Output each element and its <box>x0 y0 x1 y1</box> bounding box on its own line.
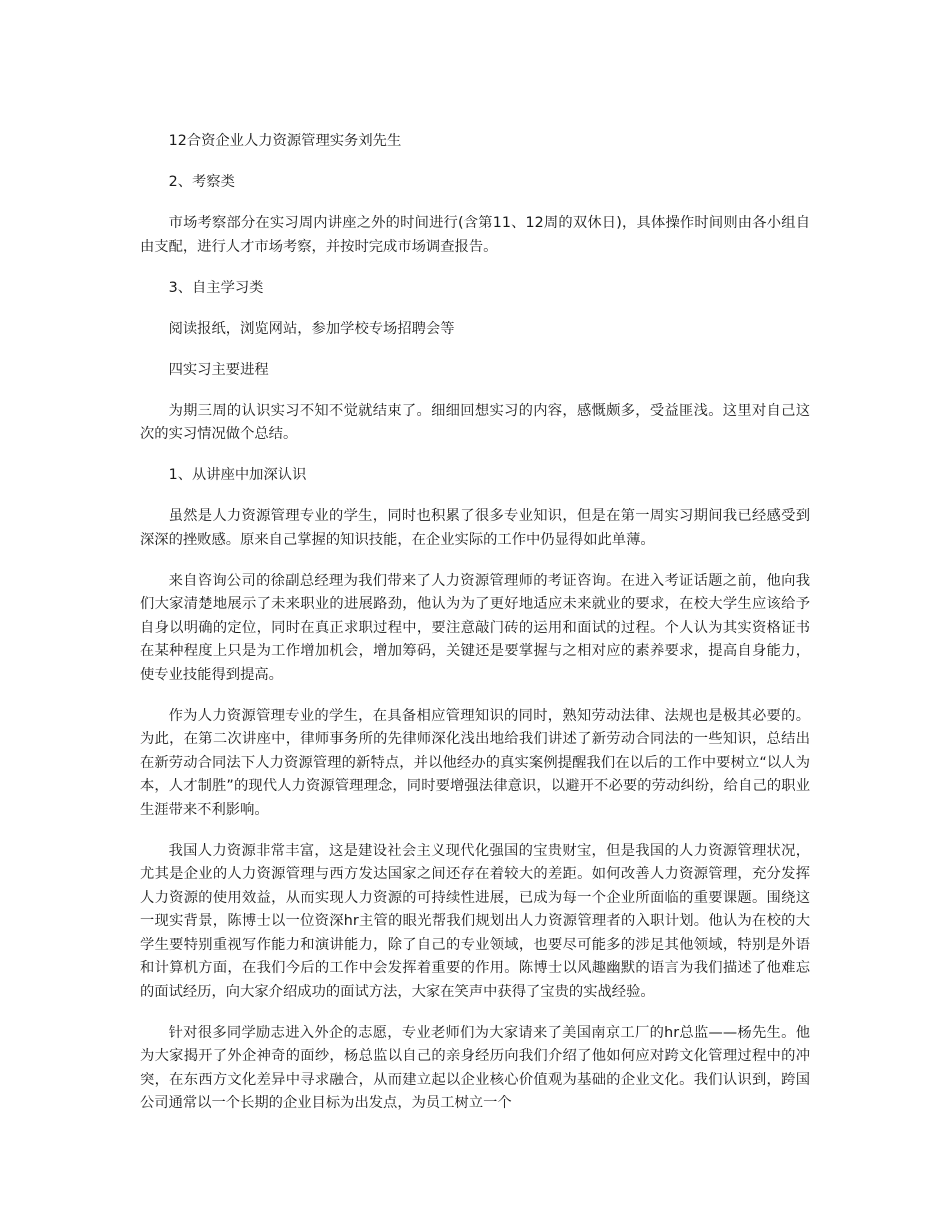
paragraph-internship-summary-intro: 为期三周的认识实习不知不觉就结束了。细细回想实习的内容，感慨颇多，受益匪浅。这里对自己这次的实习情况做个总结。 <box>140 402 810 442</box>
paragraph-first-week-reflection: 虽然是人力资源管理专业的学生，同时也积累了很多专业知识，但是在第一周实习期间我已经感受到深深的挫败感。原来自己掌握的知识技能，在企业实际的工作中仍显得如此单薄。 <box>140 508 810 548</box>
heading-self-study-category: 3、自主学习类 <box>168 279 264 296</box>
paragraph-hr-career-planning: 我国人力资源非常丰富，这是建设社会主义现代化强国的宝贵财宝，但是我国的人力资源管理状况，尤其是企业的人力资源管理与西方发达国家之间还存在着较大的差距。如何改善人力资源管理，充分发挥人力资源的使用效益，从而实现人力资源的可持续性进展，已成为每一个企业所面临的重要课题。围绕这一现实背景，陈博士以一位资深hr主管的眼光帮我们规划出人力资源管理者的入职计划。他认为在校的大学生要特别重视写作能力和演讲能力，除了自己的专业领域，也要尽可能多的涉足其他领域，特别是外语和计算机方面，在我们今后的工作中会发挥着重要的作用。陈博士以风趣幽默的语言为我们描述了他难忘的面试经历，向大家介绍成功的面试方法，大家在笑声中获得了宝贵的实战经验。 <box>140 842 810 1000</box>
paragraph-foreign-enterprise-lecture: 针对很多同学励志进入外企的志愿，专业老师们为大家请来了美国南京工厂的hr总监——杨先生。他为大家揭开了外企神奇的面纱，杨总监以自己的亲身经历向我们介绍了他如何应对跨文化管理过程中的冲突，在东西方文化差异中寻求融合，从而建立起以企业核心价值观为基础的企业文化。我们认识到，跨国公司通常以一个长期的企业目标为出发点，为员工树立一个 <box>140 1024 810 1111</box>
heading-internship-progress: 四实习主要进程 <box>168 361 269 378</box>
paragraph-market-inspection: 市场考察部分在实习周内讲座之外的时间进行(含第11、12周的双休日)，具体操作时间则由各小组自由支配，进行人才市场考察，并按时完成市场调查报告。 <box>140 215 810 255</box>
heading-inspection-category: 2、考察类 <box>168 174 235 190</box>
paragraph-labor-law-lecture: 作为人力资源管理专业的学生，在具备相应管理知识的同时，熟知劳动法律、法规也是极其必要的。为此，在第二次讲座中，律师事务所的先律师深化浅出地给我们讲述了新劳动合同法的一些知识，总结出在新劳动合同法下人力资源管理的新特点，并以他经办的真实案例提醒我们在以后的工作中要树立“以人为本，人才制胜”的现代人力资源管理理念，同时要增强法律意识，以避开不必要的劳动纠纷，给自己的职业生涯带来不利影响。 <box>140 707 810 818</box>
document-body <box>140 130 810 1133</box>
heading-lecture-understanding: 1、从讲座中加深认识 <box>168 467 307 483</box>
paragraph-self-study-activities: 阅读报纸，浏览网站，参加学校专场招聘会等 <box>168 320 455 337</box>
paragraph-lecture-item-12: 12合资企业人力资源管理实务刘先生 <box>168 133 402 149</box>
paragraph-certification-lecture: 来自咨询公司的徐副总经理为我们带来了人力资源管理师的考证咨询。在进入考证话题之前，他向我们大家清楚地展示了未来职业的进展路劲，他认为为了更好地适应未来就业的要求，在校大学生应该给予自身以明确的定位，同时在真正求职过程中，要注意敲门砖的运用和面试的过程。个人认为其实资格证书在某种程度上只是为工作增加机会，增加筹码，关键还是要掌握与之相对应的素养要求，提高自身能力，使专业技能得到提高。 <box>140 572 810 683</box>
